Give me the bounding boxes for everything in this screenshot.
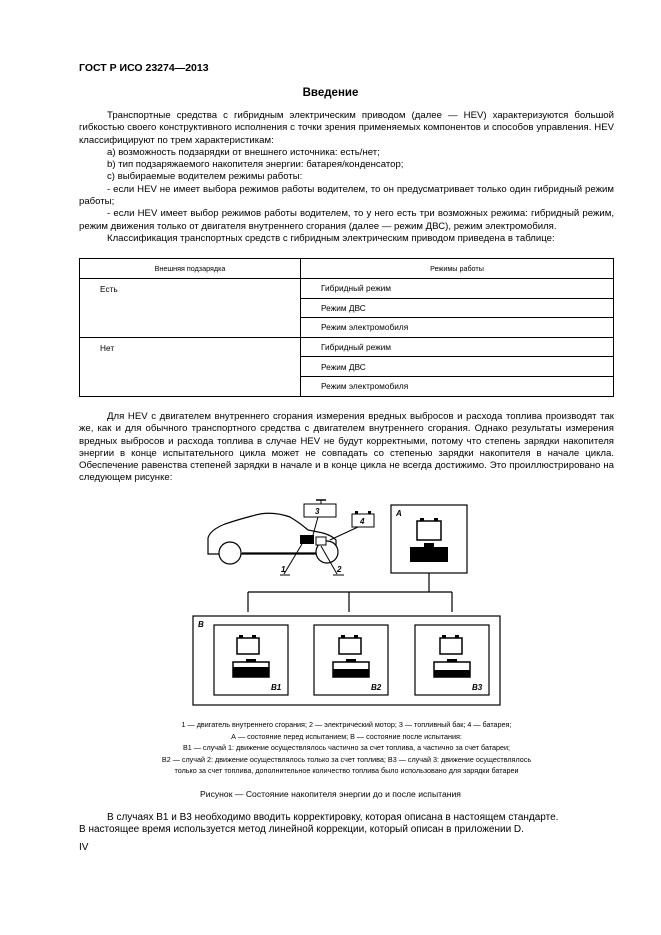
list-item-b: b) тип подзаряжаемого накопителя энергии: батарея/конденсатор; [107, 159, 404, 171]
charge-cell: Нет [80, 337, 301, 396]
body-paragraph-2-text: Для HEV с двигателем внутреннего сгорания измерения вредных выбросов и расхода топлива производят так же, как и для обычного транспортного средства с двигателем внутреннего сгорания. Однако результаты измерения вредных выбросов и расхода топлива в случае HEV не будут корректными, потому что степень зарядки накопителя энергии в конце испытательного цикла может не совпадать со степенью зарядки накопителя в начале цикла. Обеспечение равенства степеней зарядки в начале и в конце цикла не всегда достижимо. Это проиллюстрировано на следующем рисунке: [79, 411, 614, 484]
table-header-modes: Режимы работы [301, 259, 614, 279]
label-1: 1 [281, 565, 286, 574]
label-B3: B3 [472, 683, 483, 692]
body-paragraph-3 [79, 812, 614, 837]
mode-cell: Режим электромобиля [301, 318, 614, 338]
label-4: 4 [360, 517, 365, 526]
label-A: A [396, 509, 402, 518]
table-header-charge: Внешняя подзарядка [80, 259, 301, 279]
figure-title: Рисунок — Состояние накопителя энергии до и после испытания [200, 789, 461, 799]
caption-line: 1 — двигатель внутреннего сгорания; 2 — электрический мотор; 3 — топливный бак; 4 — батарея; [181, 720, 512, 729]
car-wheel-rear [219, 542, 241, 564]
motor-icon [316, 537, 326, 545]
label-2: 2 [337, 565, 342, 574]
mode-cell: Режим ДВС [301, 357, 614, 377]
list-subitem-1: - если HEV не имеет выбора режимов работы водителем, то он предусматривает только один гибридный режим работы; [79, 183, 614, 208]
body-paragraph-3-line1: В случаях В1 и В3 необходимо вводить корректировку, которая описана в настоящем стандарте. [107, 812, 559, 823]
engine-icon [300, 535, 314, 544]
document-header: ГОСТ Р ИСО 23274—2013 [79, 62, 209, 74]
table-intro: Классификация транспортных средств с гибридным электрическим приводом приведена в таблице: [107, 232, 555, 244]
caption-line: В1 — случай 1: движение осуществлялось частично за счет топлива, а частично за счет батареи; [182, 743, 511, 752]
label-B1: B1 [271, 683, 282, 692]
section-title: Введение [302, 87, 359, 99]
charge-cell: Есть [80, 279, 301, 338]
fuel-tank-box [304, 504, 336, 517]
mode-cell: Режим ДВС [301, 298, 614, 318]
caption-line: только за счет топлива, дополнительное количество топлива было использовано для зарядки батареи [174, 766, 519, 775]
list-item-a: а) возможность подзарядки от внешнего источника: есть/нет; [107, 146, 380, 158]
fuel-level-bar [410, 547, 448, 562]
caption-line: В2 — случай 2: движение осуществлялось только за счет топлива; В3 — случай 3: движение осуществлялось [161, 754, 532, 764]
label-3: 3 [315, 507, 320, 516]
label-B: B [198, 620, 204, 629]
mode-cell: Гибридный режим [301, 279, 614, 299]
intro-paragraph: Транспортные средства с гибридным электрическим приводом (далее — HEV) характеризуются большой гибкостью своего конструктивного исполнения с точки зрения применяемых компонентов и способов управления. HEV классифицируют по трем характеристикам: [79, 110, 614, 146]
figure-caption [79, 719, 614, 777]
list-item-c: с) выбираемые водителем режимы работы: [107, 171, 303, 183]
caption-line: А — состояние перед испытанием; В — состояние после испытания: [231, 731, 462, 741]
list-subitem-2: - если HEV имеет выбор режимов работы водителем, то у него есть три возможных режима: гибридный режим, режим движения только от двигателя внутреннего сгорания (далее — режим ДВС), режим электромобиля. [79, 208, 614, 232]
page-number: IV [79, 842, 89, 853]
mode-cell: Режим электромобиля [301, 376, 614, 396]
label-B2: B2 [371, 683, 382, 692]
battery-icon [417, 521, 441, 540]
body-paragraph-3-line2: В настоящее время используется метод линейной коррекции, который описан в приложении D. [79, 824, 524, 836]
mode-cell: Гибридный режим [301, 337, 614, 357]
